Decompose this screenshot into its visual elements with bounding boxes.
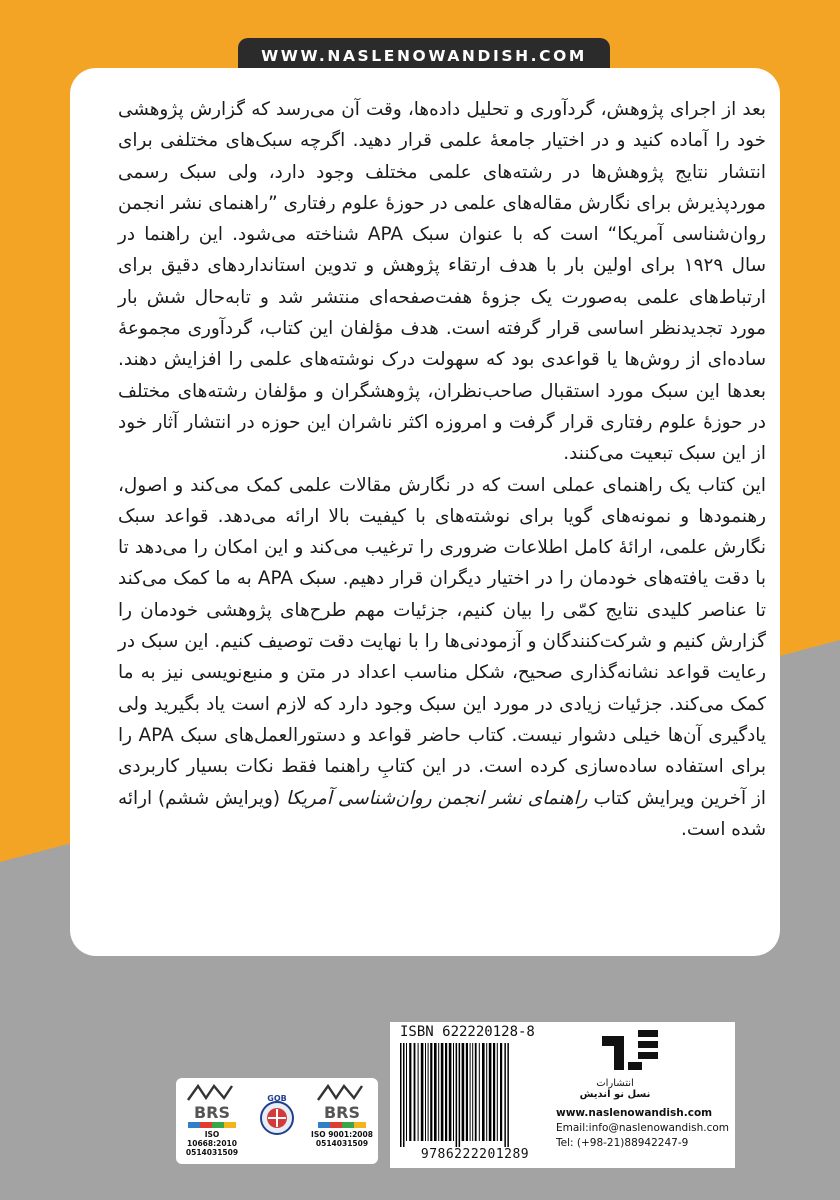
publisher-contact (556, 1106, 732, 1151)
barcode-bar (497, 1043, 498, 1141)
book-title-italic: راهنمای نشر انجمن روان‌شناسی آمریکا (286, 787, 588, 809)
text-card (70, 68, 780, 956)
certificate-number: 0514031509 (185, 1148, 239, 1157)
paragraph-2-body: این کتاب یک راهنمای عملی است که در نگارش مقالات علمی کمک می‌کند و اصول، رهنمودها و نمونه‌های گویا برای نوشته‌های با کیفیت بالا ارائه می‌دهد. قواعد سبک نگارش علمی، ارائهٔ کامل اطلاعات ضروری را ترغیب می‌کند و این امکان را می‌دهد تا با دقت یافته‌های خودمان را در اختیار دیگران قرار دهیم. سبک APA به ما کمک می‌کند تا عناصر کلیدی نتایج کمّی را بیان کنیم، جزئیات مهم طرح‌های پژوهشی خودمان را گزارش کنیم و شرکت‌کنندگان و آزمودنی‌ها را با نهایت دقت توصیف کنیم. این سبک در رعایت قواعد نشانه‌گذاری صحیح، شکل مناسب اعداد در متن و منبع‌نویسی نیز به ما کمک می‌کند. جزئیات زیادی در مورد این سبک وجود دارد که لازم است یاد بگیرید ولی یادگیری آن‌ها خیلی دشوار نیست. کتاب حاضر قواعد و دستورالعمل‌های سبک APA را برای استفاده ساده‌سازی کرده است. در این کتابِ راهنما فقط نکات بسیار کاربردی از آخرین ویرایش کتاب (118, 474, 766, 809)
brs-certificate-right (310, 1082, 374, 1160)
barcode-bar (421, 1043, 424, 1141)
barcode-digits: 9786222201289 (420, 1147, 530, 1162)
barcode-bar (493, 1043, 495, 1141)
certification-logos (176, 1078, 378, 1164)
barcode-bar (430, 1043, 432, 1141)
barcode-bar (438, 1043, 439, 1141)
barcode-bar (445, 1043, 447, 1141)
isbn-label: ISBN 622220128-8 (400, 1024, 535, 1040)
barcode-bar (456, 1043, 458, 1147)
barcode-bar (482, 1043, 485, 1141)
barcode-bar (449, 1043, 452, 1141)
publisher-logo-icon (594, 1026, 664, 1078)
brs-brand-text: BRS (323, 1103, 361, 1122)
barcode-bar (428, 1043, 429, 1141)
back-cover-text (118, 94, 766, 845)
barcode-bar (406, 1043, 407, 1141)
publisher-website: www.naslenowandish.com (556, 1107, 713, 1119)
gob-badge (254, 1092, 300, 1138)
barcode-bar (504, 1043, 506, 1147)
barcode-bar (472, 1043, 473, 1141)
brs-logo-icon (310, 1082, 374, 1130)
publisher-name-top: انتشارات (596, 1078, 634, 1089)
gob-brand-text: GOB (267, 1094, 287, 1103)
barcode-bar (500, 1043, 502, 1141)
barcode-bar (418, 1043, 419, 1141)
barcode-bar (479, 1043, 480, 1141)
barcode-bar (453, 1043, 454, 1141)
iso-standard-label: ISO 9001:2008 (311, 1130, 373, 1139)
barcode-bar (470, 1043, 471, 1141)
barcode-bar (486, 1043, 487, 1141)
iso-standard-label: ISO 10668:2010 (187, 1130, 237, 1148)
barcode-bar (425, 1043, 426, 1141)
publisher-phone: Tel: (+98-21)88942247-9 (556, 1137, 689, 1149)
brs-logo-icon (180, 1082, 244, 1130)
barcode-bar (403, 1043, 405, 1147)
barcode-bar (400, 1043, 402, 1147)
barcode-bar (409, 1043, 411, 1141)
paragraph-2-end: (ویرایش ششم) ارائه شده است. (118, 787, 766, 840)
publisher-name-bottom: نسل نو اندیش (579, 1089, 651, 1100)
barcode-bar (462, 1043, 465, 1141)
publisher-name (566, 1078, 664, 1100)
barcode-bar (459, 1043, 461, 1147)
barcode-bar (434, 1043, 437, 1141)
barcode-bar (441, 1043, 444, 1141)
barcode-icon (396, 1043, 554, 1147)
brs-brand-text: BRS (193, 1103, 231, 1122)
barcode-bar (466, 1043, 468, 1141)
barcode-bar (507, 1043, 509, 1147)
paragraph-2 (118, 470, 766, 846)
website-banner: WWW.NASLENOWANDISH.COM (238, 38, 610, 74)
publisher-email: Email:info@naslenowandish.com (556, 1122, 730, 1134)
brs-certificate-left (180, 1082, 244, 1160)
barcode-panel (390, 1022, 735, 1168)
barcode-bar (489, 1043, 492, 1141)
gob-globe-icon (254, 1092, 300, 1138)
paragraph-1: بعد از اجرای پژوهش، گردآوری و تحلیل داده‌ها، وقت آن می‌رسد که گزارش پژوهشی خود را آماده کنید و در اختیار جامعهٔ علمی قرار دهید. اگرچه سبک‌های مختلفی برای انتشار نتایج پژوهش‌ها در رشته‌های علمی مختلف وجود دارد، ولی سبک رسمی موردپذیرش برای نگارش مقاله‌های علمی در حوزهٔ علوم رفتاری ”راهنمای نشر انجمن روان‌شناسی آمریکا“ است که با عنوان سبک APA شناخته می‌شود. این راهنما در سال ۱۹۲۹ برای اولین بار با هدف ارتقاء پژوهش و تدوین استانداردهای دقیق برای ارتباط‌های علمی به‌صورت یک جزوهٔ هفت‌صفحه‌ای منتشر شد و تابه‌حال شش بار مورد تجدیدنظر اساسی قرار گرفته است. هدف مؤلفان این کتاب، گردآوری مجموعهٔ ساده‌ای از روش‌ها یا قواعدی بود که سهولت درک نوشته‌های علمی را افزایش دهند. بعدها این سبک مورد استقبال صاحب‌نظران، پژوهشگران و مؤلفان رشته‌های مختلف در حوزهٔ علوم رفتاری قرار گرفت و امروزه اکثر ناشران این حوزه در انتشار آثار خود از این سبک تبعیت می‌کنند. (118, 99, 766, 465)
certificate-number: 0514031509 (315, 1139, 369, 1148)
barcode-bar (414, 1043, 416, 1141)
barcode-bar (475, 1043, 477, 1141)
